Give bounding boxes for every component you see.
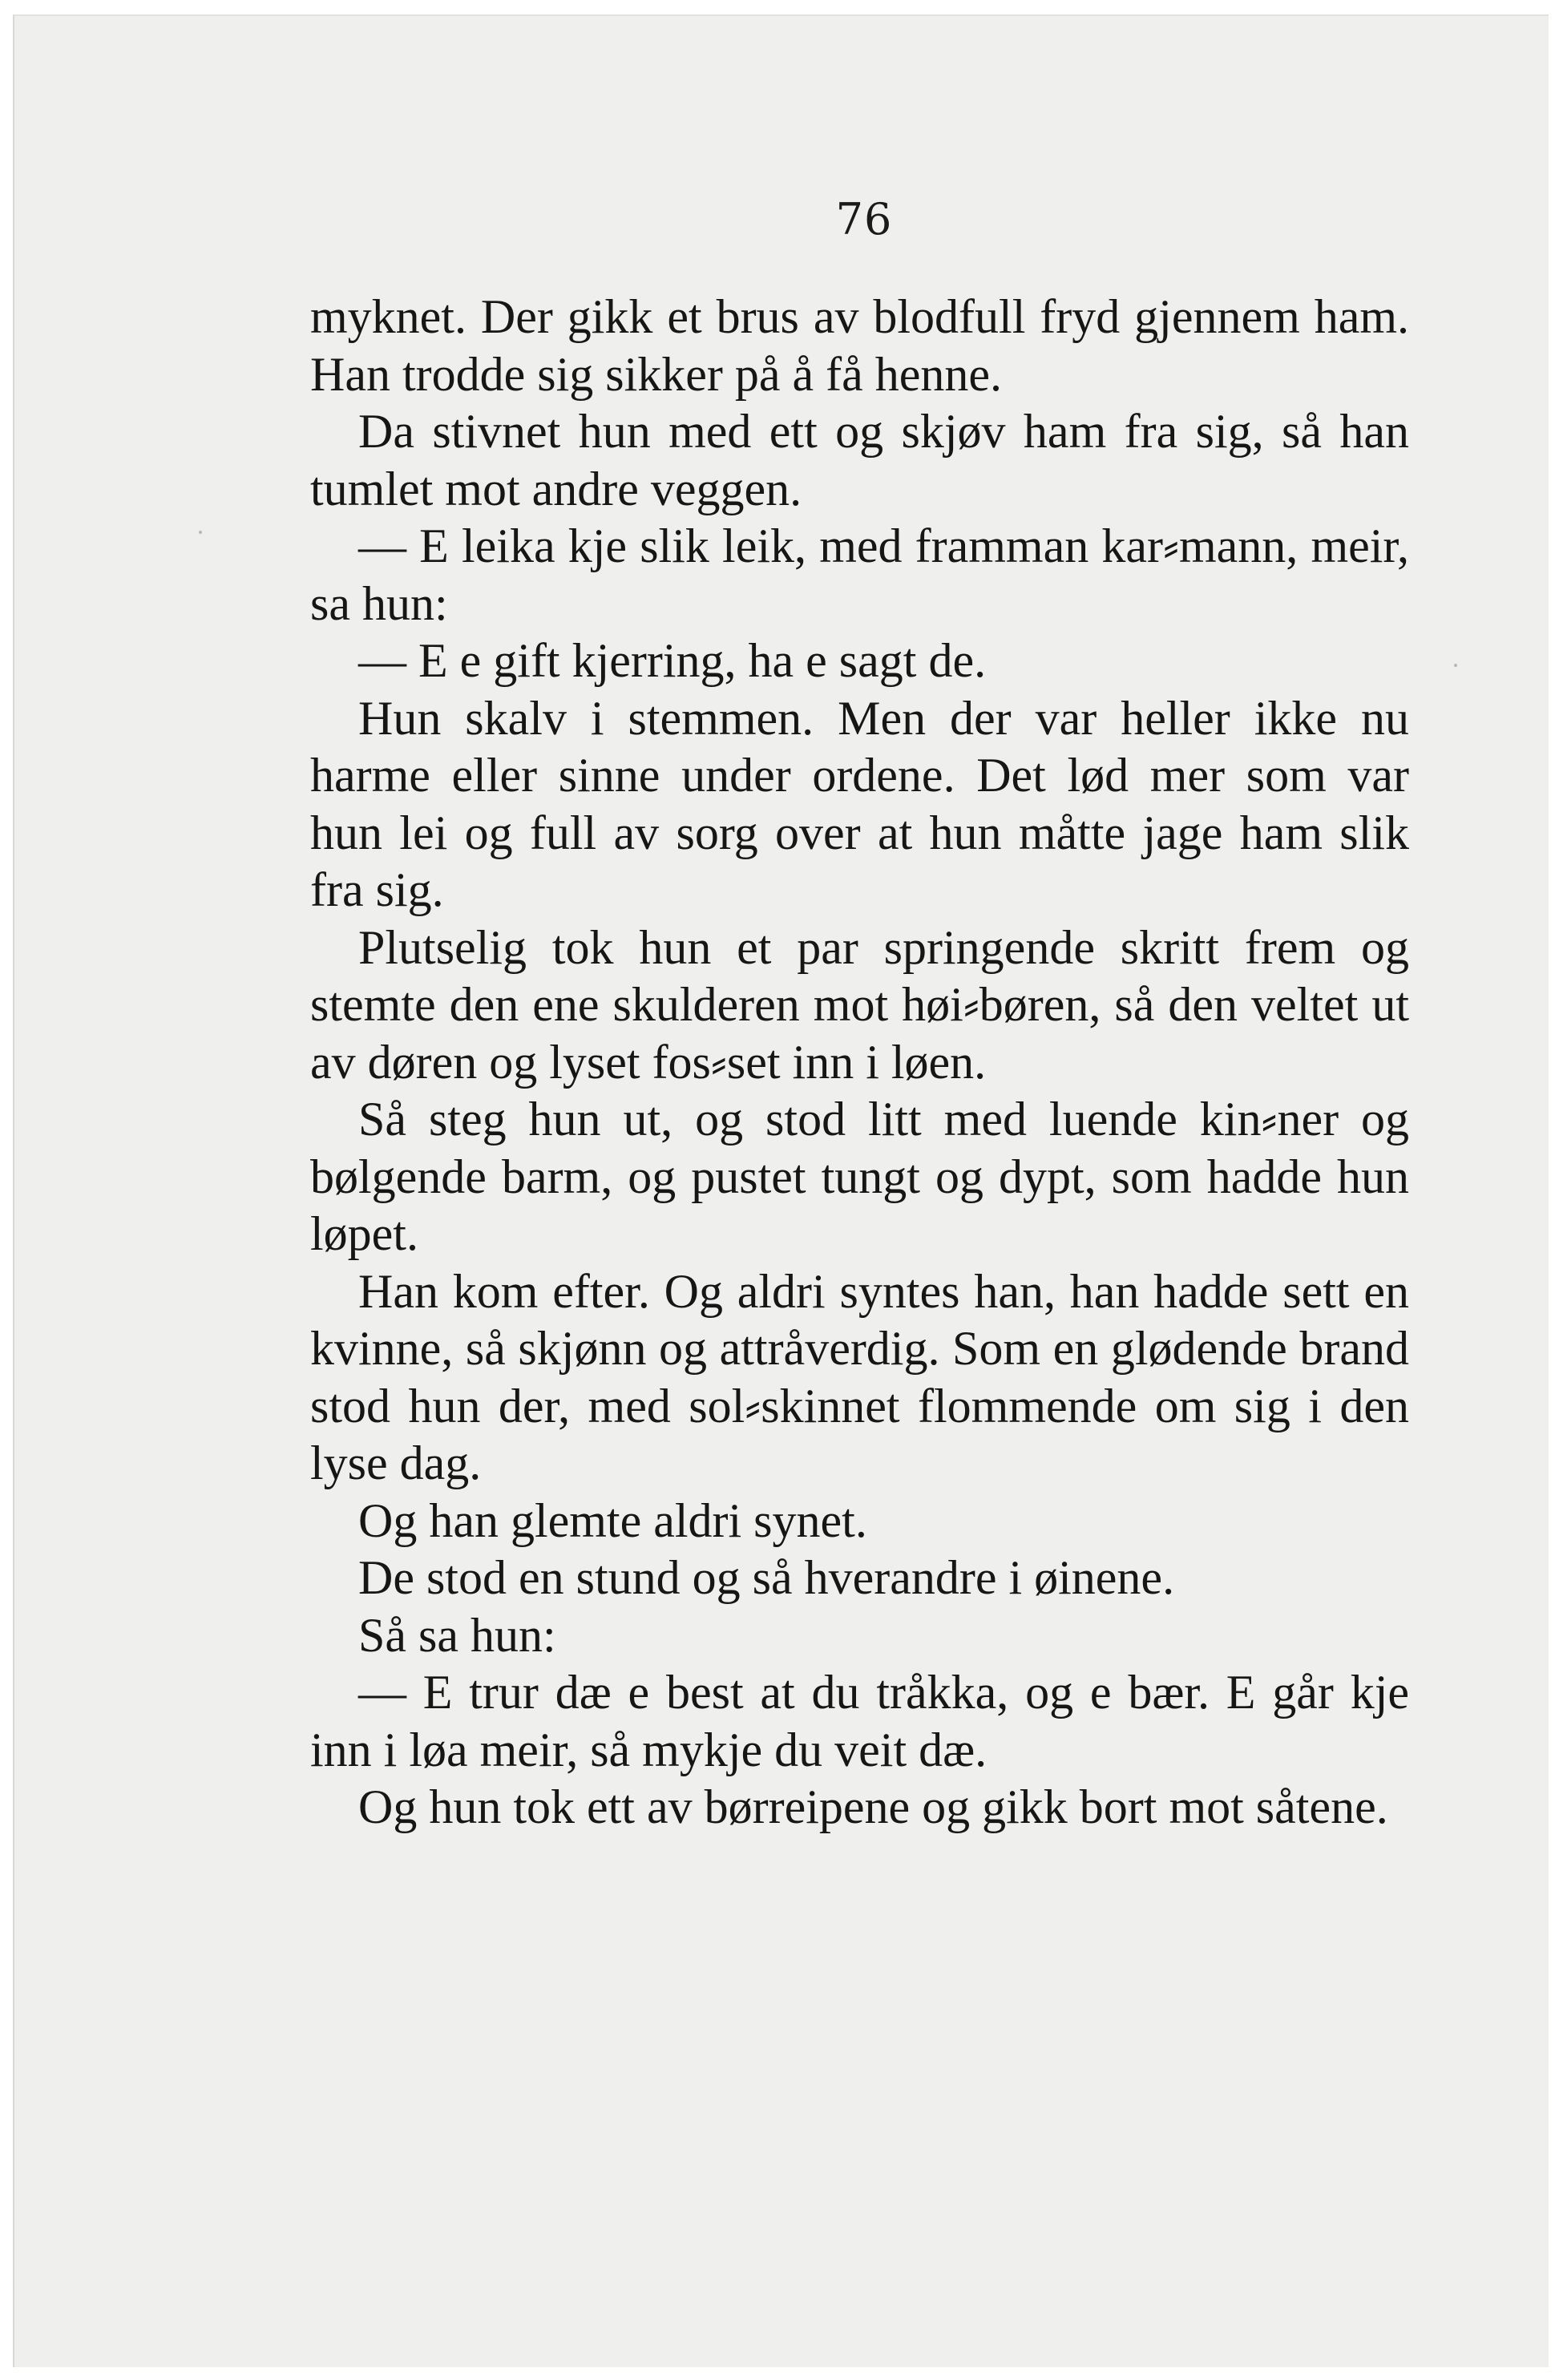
paragraph: — E e gift kjerring, ha e sagt de. xyxy=(358,634,987,687)
paragraph: — E trur dæ e best at du tråkka, og e bær. E går kje inn i løa meir, så mykje du veit dæ. xyxy=(310,1666,1409,1776)
paragraph: — E leika kje slik leik, med framman kar⸗mann, meir, sa hun: xyxy=(310,519,1409,630)
paragraph: myknet. Der gikk et brus av blodfull fryd gjennem ham. Han trodde sig sikker på å få henne. xyxy=(310,290,1409,401)
paragraph: De stod en stund og så hverandre i øinene. xyxy=(358,1551,1175,1604)
paper-speck xyxy=(1454,664,1457,667)
paragraph: Han kom efter. Og aldri syntes han, han hadde sett en kvinne, så skjønn og attråverdig. Som en glødende brand stod hun der, med sol⸗skinnet flommende om sig i den lyse dag. xyxy=(310,1264,1409,1489)
paragraph: Så steg hun ut, og stod litt med luende kin⸗ner og bølgende barm, og pustet tungt og dypt, som hadde hun løpet. xyxy=(310,1093,1409,1260)
paragraph: Hun skalv i stemmen. Men der var heller ikke nu harme eller sinne under ordene. Det lød mer som var hun lei og full av sorg over at hun måtte jage ham slik fra sig. xyxy=(310,691,1409,916)
paragraph: Og hun tok ett av børreipene og gikk bort mot såtene. xyxy=(358,1780,1388,1833)
paragraph: Da stivnet hun med ett og skjøv ham fra sig, så han tumlet mot andre veggen. xyxy=(310,405,1409,515)
paragraph: Plutselig tok hun et par springende skritt frem og stemte den ene skulderen mot høi⸗børen, så den veltet ut av døren og lyset fos⸗set inn i løen. xyxy=(310,920,1409,1089)
paper-speck xyxy=(199,531,202,534)
book-page xyxy=(13,14,1549,2367)
paragraph: Og han glemte aldri synet. xyxy=(358,1493,867,1547)
body-text xyxy=(310,289,1409,1837)
paragraph: Så sa hun: xyxy=(358,1608,556,1662)
page-number: 76 xyxy=(835,194,893,244)
